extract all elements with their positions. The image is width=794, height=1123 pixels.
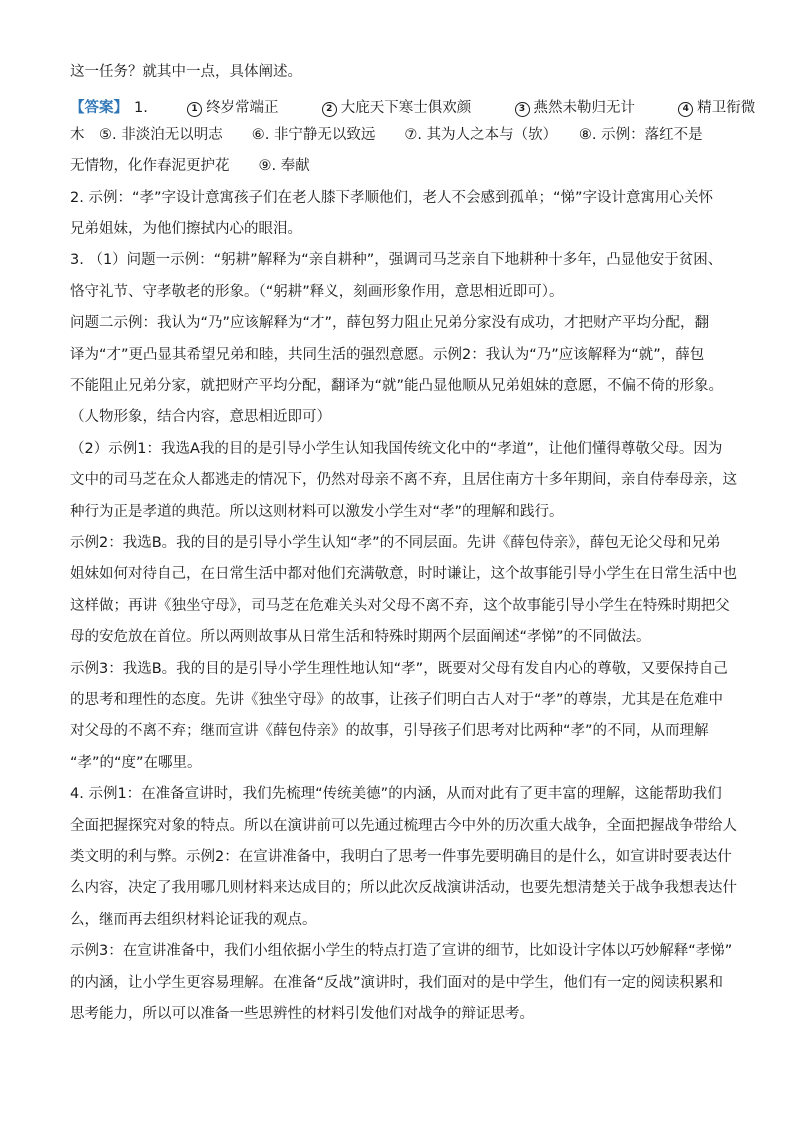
answer-label: 【答案】 (70, 100, 128, 116)
text-line: “孝”的“度”在哪里。 (70, 755, 202, 771)
text-line: 译为“才”更凸显其希望兄弟和睦，共同生活的强烈意愿。示例2：我认为“乃”应该解释为“就”，薛包 (70, 347, 705, 363)
text-line: 么内容，决定了我用哪几则材料来达成目的；所以此次反战演讲活动，也要先想清楚关于战争我想表达什 (70, 880, 737, 896)
answer-line (70, 98, 756, 118)
text-line: 类文明的利与弊。示例2：在宣讲准备中，我明白了思考一件事先要明确目的是什么，如宣讲时要表达什 (70, 849, 732, 865)
text-line: 木 ⑤. 非淡泊无以明志 ⑥. 非宁静无以致远 ⑦. 其为人之本与（欤） ⑧. 示例：落红不是 (70, 127, 703, 143)
text-line: 母的安危放在首位。所以两则故事从日常生活和特殊时期两个层面阐述“孝悌”的不同做法。 (70, 629, 651, 645)
text-line: 姐妹如何对待自己，在日常生活中都对他们充满敬意，时时谦让，这个故事能引导小学生在日常生活中也 (70, 566, 737, 582)
text-line: 文中的司马芝在众人都逃走的情况下，仍然对母亲不离不弃，且居住南方十多年期间，亲自侍奉母亲，这 (70, 472, 737, 488)
circled-number: 2 (322, 102, 337, 117)
answer-item: 终岁常端正 (206, 100, 279, 116)
answer-number: 1. (134, 100, 148, 116)
text-line: 2. 示例：“孝”字设计意寓孩子们在老人膝下孝顺他们，老人不会感到孤单；“悌”字设计意寓用心关怀 (70, 190, 713, 206)
text-line: （2）示例1：我选A我的目的是引导小学生认知我国传统文化中的“孝道”，让他们懂得尊敬父母。因为 (70, 441, 723, 457)
text-line: 示例3：我选B。我的目的是引导小学生理性地认知“孝”，既要对父母有发自内心的尊敬，又要保持自己 (70, 661, 728, 677)
text-line: 恪守礼节、守孝敬老的形象。（“躬耕”释义，刻画形象作用，意思相近即可）。 (70, 284, 564, 300)
answer-item: 燕然未勒归无计 (533, 100, 635, 116)
text-line: 示例2：我选B。我的目的是引导小学生认知“孝”的不同层面。先讲《薛包侍亲》，薛包无论父母和兄弟 (70, 535, 721, 551)
circled-number: 1 (187, 102, 202, 117)
text-line: 这一任务？就其中一点，具体阐述。 (70, 64, 302, 80)
answer-item: 大庇天下寒士俱欢颜 (340, 100, 472, 116)
text-line: 全面把握探究对象的特点。所以在演讲前可以先通过梳理古今中外的历次重大战争，全面把握战争带给人 (70, 818, 737, 834)
text-line: 思考能力，所以可以准备一些思辨性的材料引发他们对战争的辩证思考。 (70, 1006, 534, 1022)
text-line: 示例3：在宣讲准备中，我们小组依据小学生的特点打造了宣讲的细节，比如设计字体以巧妙解释“孝悌” (70, 943, 733, 959)
text-line: 的内涵，让小学生更容易理解。在准备“反战”演讲时，我们面对的是中学生，他们有一定的阅读积累和 (70, 975, 724, 991)
text-line: 无情物，化作春泥更护花 ⑨. 奉献 (70, 158, 310, 174)
text-line: 4. 示例1：在准备宣讲时，我们先梳理“传统美德”的内涵，从而对此有了更丰富的理解，这能帮助我们 (70, 786, 722, 802)
text-line: 的思考和理性的态度。先讲《独坐守母》的故事，让孩子们明白古人对于“孝”的尊崇，尤其是在危难中 (70, 692, 724, 708)
circled-number: 3 (515, 102, 530, 117)
text-line: 不能阻止兄弟分家，就把财产平均分配，翻译为“就”能凸显他顺从兄弟姐妹的意愿，不偏不倚的形象。 (70, 378, 724, 394)
text-line: 么，继而再去组织材料论证我的观点。 (70, 912, 317, 928)
text-line: 这样做；再讲《独坐守母》，司马芝在危难关头对父母不离不弃，这个故事能引导小学生在特殊时期把父 (70, 598, 730, 614)
text-line: 对父母的不离不弃；继而宣讲《薛包侍亲》的故事，引导孩子们思考对比两种“孝”的不同，从而理解 (70, 723, 709, 739)
text-line: （人物形象，结合内容，意思相近即可） (70, 409, 331, 425)
circled-number: 4 (678, 102, 693, 117)
text-line: 兄弟姐妹，为他们擦拭内心的眼泪。 (70, 221, 302, 237)
answer-item: 精卫衔微 (697, 100, 756, 116)
text-line: 种行为正是孝道的典范。所以这则材料可以激发小学生对“孝”的理解和践行。 (70, 504, 564, 520)
text-line: 3. （1）问题一示例：“躬耕”解释为“亲自耕种”，强调司马芝亲自下地耕种十多年，凸显他安于贫困、 (70, 252, 723, 268)
text-line: 问题二示例：我认为“乃”应该解释为“才”，薛包努力阻止兄弟分家没有成功，才把财产平均分配，翻 (70, 315, 710, 331)
